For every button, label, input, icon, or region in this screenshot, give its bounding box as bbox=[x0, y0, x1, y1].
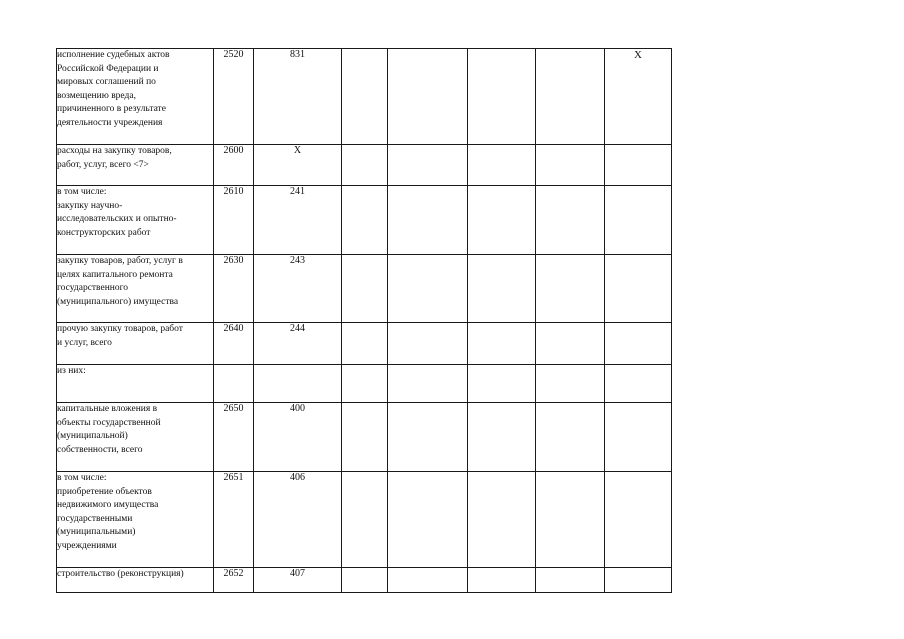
amount-cell bbox=[388, 255, 468, 323]
amount-cell bbox=[468, 403, 536, 472]
table-row bbox=[57, 186, 672, 255]
amount-cell bbox=[468, 472, 536, 568]
amount-cell bbox=[342, 145, 388, 186]
amount-cell bbox=[605, 365, 672, 403]
amount-cell bbox=[468, 365, 536, 403]
row-code: 2650 bbox=[214, 403, 254, 472]
row-name: исполнение судебных актов Российской Федерации и мировых соглашений по возмещению вреда, причиненного в результате деятельности учреждения bbox=[57, 49, 214, 145]
amount-cell bbox=[342, 255, 388, 323]
amount-cell bbox=[536, 145, 605, 186]
table-row bbox=[57, 472, 672, 568]
row-code: 2630 bbox=[214, 255, 254, 323]
amount-cell bbox=[468, 186, 536, 255]
row-kbk-code: 406 bbox=[254, 472, 342, 568]
row-name: расходы на закупку товаров, работ, услуг, всего <7> bbox=[57, 145, 214, 186]
amount-cell bbox=[536, 568, 605, 593]
amount-cell bbox=[342, 49, 388, 145]
row-kbk-code bbox=[254, 365, 342, 403]
amount-cell bbox=[536, 49, 605, 145]
amount-cell bbox=[468, 255, 536, 323]
amount-cell bbox=[342, 472, 388, 568]
row-name: прочую закупку товаров, работ и услуг, всего bbox=[57, 323, 214, 365]
table-row bbox=[57, 323, 672, 365]
table-body bbox=[57, 49, 672, 593]
amount-cell bbox=[605, 145, 672, 186]
amount-cell bbox=[388, 568, 468, 593]
row-code: 2652 bbox=[214, 568, 254, 593]
row-kbk-code: 241 bbox=[254, 186, 342, 255]
amount-cell bbox=[536, 255, 605, 323]
amount-cell bbox=[605, 255, 672, 323]
amount-cell bbox=[342, 323, 388, 365]
row-code bbox=[214, 365, 254, 403]
amount-cell bbox=[605, 472, 672, 568]
amount-cell bbox=[388, 145, 468, 186]
amount-cell bbox=[388, 365, 468, 403]
row-code: 2610 bbox=[214, 186, 254, 255]
row-kbk-code: 243 bbox=[254, 255, 342, 323]
row-kbk-code: 407 bbox=[254, 568, 342, 593]
table-row bbox=[57, 145, 672, 186]
row-kbk-code: 400 bbox=[254, 403, 342, 472]
amount-cell bbox=[605, 323, 672, 365]
amount-cell bbox=[468, 568, 536, 593]
amount-cell bbox=[536, 323, 605, 365]
amount-cell bbox=[536, 472, 605, 568]
amount-cell bbox=[388, 472, 468, 568]
amount-cell bbox=[388, 49, 468, 145]
amount-cell bbox=[468, 323, 536, 365]
amount-cell bbox=[342, 365, 388, 403]
amount-cell bbox=[536, 365, 605, 403]
amount-cell bbox=[342, 403, 388, 472]
row-code: 2651 bbox=[214, 472, 254, 568]
amount-cell bbox=[342, 186, 388, 255]
amount-cell bbox=[388, 186, 468, 255]
table-row bbox=[57, 255, 672, 323]
row-name: строительство (реконструкция) bbox=[57, 568, 214, 593]
row-code: 2600 bbox=[214, 145, 254, 186]
table-row bbox=[57, 403, 672, 472]
amount-cell bbox=[342, 568, 388, 593]
amount-cell bbox=[605, 403, 672, 472]
amount-cell: X bbox=[605, 49, 672, 145]
row-code: 2520 bbox=[214, 49, 254, 145]
amount-cell bbox=[605, 568, 672, 593]
row-name: капитальные вложения в объекты государственной (муниципальной) собственности, всего bbox=[57, 403, 214, 472]
row-name: закупку товаров, работ, услуг в целях капитального ремонта государственного (муниципального) имущества bbox=[57, 255, 214, 323]
amount-cell bbox=[536, 403, 605, 472]
amount-cell bbox=[536, 186, 605, 255]
table-row bbox=[57, 365, 672, 403]
row-name: в том числе: закупку научно- исследовательских и опытно- конструкторских работ bbox=[57, 186, 214, 255]
row-kbk-code: 831 bbox=[254, 49, 342, 145]
table-row bbox=[57, 49, 672, 145]
amount-cell bbox=[388, 403, 468, 472]
row-name: из них: bbox=[57, 365, 214, 403]
row-kbk-code: X bbox=[254, 145, 342, 186]
amount-cell bbox=[468, 49, 536, 145]
budget-table bbox=[56, 48, 672, 593]
amount-cell bbox=[388, 323, 468, 365]
amount-cell bbox=[605, 186, 672, 255]
row-code: 2640 bbox=[214, 323, 254, 365]
row-kbk-code: 244 bbox=[254, 323, 342, 365]
amount-cell bbox=[468, 145, 536, 186]
table-row bbox=[57, 568, 672, 593]
row-name: в том числе: приобретение объектов недвижимого имущества государственными (муниципальными) учреждениями bbox=[57, 472, 214, 568]
